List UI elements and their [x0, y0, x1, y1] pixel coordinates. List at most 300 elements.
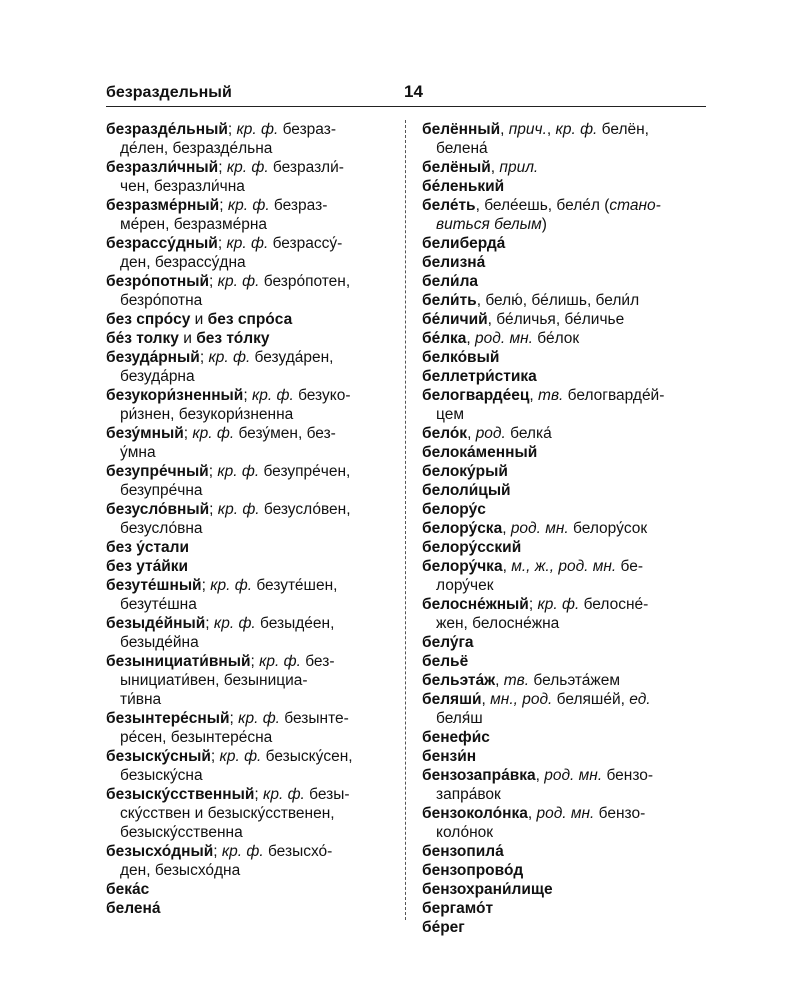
- entry-text: ,: [500, 121, 509, 138]
- entry-text: безуда́рен,: [250, 349, 334, 366]
- grammar-note: ед.: [629, 691, 651, 708]
- grammar-note: кр. ф.: [217, 501, 260, 518]
- entry-text: , белю́, бе́лишь, бели́л: [476, 292, 640, 309]
- entry-line: [422, 804, 710, 823]
- column-divider: [405, 120, 406, 920]
- entry-text: де́лен, безразде́льна: [120, 140, 273, 157]
- entry-headword: безынтере́сный: [106, 710, 230, 727]
- dictionary-entry: [422, 177, 710, 196]
- entry-headword: бе́ленький: [422, 178, 505, 195]
- dictionary-entry: [422, 253, 710, 272]
- entry-text: ;: [250, 653, 260, 670]
- entry-line: [422, 158, 710, 177]
- entry-continuation-line: [106, 633, 392, 652]
- entry-line: [106, 557, 392, 576]
- entry-headword: бензохрани́лище: [422, 881, 553, 898]
- entry-headword: безрассу́дный: [106, 235, 218, 252]
- entry-line: [422, 671, 710, 690]
- left-column: [106, 120, 392, 918]
- entry-headword: бело́к: [422, 425, 468, 442]
- dictionary-entry: [106, 538, 392, 557]
- entry-headword: безу́мный: [106, 425, 184, 442]
- dictionary-entry: [422, 443, 710, 462]
- grammar-note: кр. ф.: [238, 710, 280, 727]
- entry-headword: без спро́са: [207, 311, 293, 328]
- grammar-note: кр. ф.: [219, 748, 262, 765]
- dictionary-entry: [106, 652, 392, 709]
- entry-text: безыде́йна: [120, 634, 199, 651]
- entry-line: [106, 785, 392, 804]
- entry-text: белена́: [436, 140, 488, 157]
- entry-continuation-line: [106, 139, 392, 158]
- entry-text: ;: [209, 273, 218, 290]
- entry-text: безы-: [304, 786, 350, 803]
- entry-text: бельэта́жем: [529, 672, 621, 689]
- entry-text: ): [541, 216, 547, 233]
- entry-line: [422, 310, 710, 329]
- entry-headword: белу́га: [422, 634, 474, 651]
- page-header: [106, 82, 706, 107]
- entry-headword: безыску́сный: [106, 748, 211, 765]
- entry-line: [422, 234, 710, 253]
- entry-headword: белоли́цый: [422, 482, 511, 499]
- entry-line: [106, 310, 392, 329]
- grammar-note: прич.: [508, 121, 547, 138]
- entry-text: , бе́личья, бе́личье: [487, 311, 625, 328]
- entry-text: ден, безысхо́дна: [120, 862, 241, 879]
- dictionary-entry: [106, 120, 392, 158]
- entry-headword: бе́рег: [422, 919, 465, 936]
- entry-line: [422, 557, 710, 576]
- grammar-note: тв.: [538, 387, 564, 404]
- entry-headword: бели́ла: [422, 273, 479, 290]
- entry-line: [422, 519, 710, 538]
- entry-text: ти́вна: [120, 691, 162, 708]
- dictionary-entry: [422, 842, 710, 861]
- grammar-note: кр. ф.: [251, 387, 294, 404]
- entry-text: и: [178, 330, 197, 347]
- entry-line: [422, 443, 710, 462]
- dictionary-entry: [106, 386, 392, 424]
- entry-continuation-line: [106, 253, 392, 272]
- entry-text: и: [190, 311, 208, 328]
- grammar-note: род. мн.: [510, 520, 569, 537]
- entry-text: безусло́вна: [120, 520, 203, 537]
- entry-text: белка́: [505, 425, 552, 442]
- dictionary-entry: [422, 234, 710, 253]
- grammar-note: кр. ф.: [537, 596, 580, 613]
- entry-text: жен, белосне́жна: [436, 615, 560, 632]
- dictionary-entry: [106, 880, 392, 899]
- entry-line: [422, 424, 710, 443]
- entry-text: беляше́й,: [552, 691, 630, 708]
- grammar-note: кр. ф.: [217, 463, 260, 480]
- entry-text: бе́лок: [532, 330, 580, 347]
- entry-line: [422, 291, 710, 310]
- entry-line: [106, 272, 392, 291]
- entry-line: [422, 842, 710, 861]
- dictionary-entry: [422, 747, 710, 766]
- running-headword: безраздельный: [106, 84, 232, 101]
- entry-text: чен, безразли́чна: [120, 178, 245, 195]
- entry-line: [106, 709, 392, 728]
- grammar-note: кр. ф.: [263, 786, 305, 803]
- dictionary-entry: [106, 842, 392, 880]
- entry-line: [422, 690, 710, 709]
- dictionary-entry: [106, 709, 392, 747]
- entry-text: у́мна: [120, 444, 156, 461]
- entry-text: без-: [300, 653, 335, 670]
- dictionary-entry: [422, 329, 710, 348]
- entry-line: [422, 595, 710, 614]
- entry-text: беля́ш: [436, 710, 483, 727]
- dictionary-entry: [422, 633, 710, 652]
- grammar-note: кр. ф.: [210, 577, 253, 594]
- entry-text: ;: [183, 425, 193, 442]
- entry-text: ,: [466, 330, 476, 347]
- dictionary-entry: [422, 538, 710, 557]
- dictionary-entry: [422, 481, 710, 500]
- entry-headword: белиберда́: [422, 235, 506, 252]
- entry-text: ;: [205, 615, 214, 632]
- dictionary-entry: [422, 652, 710, 671]
- entry-line: [106, 652, 392, 671]
- dictionary-entry: [422, 424, 710, 443]
- entry-headword: безукори́зненный: [106, 387, 244, 404]
- entry-headword: белёный: [422, 159, 491, 176]
- entry-text: безупре́чен,: [259, 463, 351, 480]
- entry-continuation-line: [106, 405, 392, 424]
- grammar-note: род. мн.: [475, 330, 533, 347]
- grammar-note: род. мн.: [536, 805, 595, 822]
- entry-headword: без то́лку: [196, 330, 270, 347]
- dictionary-entry: [422, 519, 710, 538]
- entry-text: безыде́ен,: [255, 615, 335, 632]
- entry-line: [106, 329, 392, 348]
- entry-headword: безыде́йный: [106, 615, 206, 632]
- dictionary-entry: [422, 861, 710, 880]
- entry-headword: безуте́шный: [106, 577, 202, 594]
- dictionary-entry: [106, 310, 392, 329]
- entry-headword: беляши́: [422, 691, 482, 708]
- entry-line: [106, 500, 392, 519]
- entry-line: [422, 500, 710, 519]
- entry-line: [106, 348, 392, 367]
- dictionary-entry: [422, 595, 710, 633]
- entry-line: [422, 633, 710, 652]
- entry-line: [106, 234, 392, 253]
- entry-text: безупре́чна: [120, 482, 203, 499]
- entry-headword: бе́лка: [422, 330, 467, 347]
- dictionary-entry: [422, 348, 710, 367]
- entry-line: [422, 386, 710, 405]
- dictionary-entry: [422, 386, 710, 424]
- entry-headword: безразме́рный: [106, 197, 220, 214]
- entry-headword: безынициати́вный: [106, 653, 251, 670]
- entry-line: [106, 196, 392, 215]
- entry-continuation-line: [422, 709, 710, 728]
- entry-headword: бергамо́т: [422, 900, 494, 917]
- dictionary-entry: [106, 424, 392, 462]
- entry-headword: бензи́н: [422, 748, 477, 765]
- entry-continuation-line: [106, 766, 392, 785]
- entry-headword: белосне́жный: [422, 596, 529, 613]
- entry-text: ,: [546, 121, 556, 138]
- grammar-note: кр. ф.: [259, 653, 301, 670]
- entry-continuation-line: [106, 595, 392, 614]
- entry-text: белосне́-: [579, 596, 649, 613]
- entry-line: [422, 367, 710, 386]
- grammar-note: кр. ф.: [236, 121, 279, 138]
- grammar-note: род. мн.: [544, 767, 603, 784]
- entry-text: ,: [481, 691, 491, 708]
- entry-text: ре́сен, безынтере́сна: [120, 729, 273, 746]
- entry-line: [422, 462, 710, 481]
- entry-text: бензо-: [594, 805, 646, 822]
- dictionary-entry: [422, 120, 710, 158]
- entry-continuation-line: [106, 671, 392, 690]
- entry-line: [422, 918, 710, 937]
- dictionary-entry: [106, 785, 392, 842]
- entry-text: , беле́ешь, беле́л (: [475, 197, 610, 214]
- dictionary-entry: [106, 899, 392, 918]
- entry-headword: безыску́сственный: [106, 786, 255, 803]
- entry-continuation-line: [422, 405, 710, 424]
- entry-headword: белору́ска: [422, 520, 503, 537]
- grammar-note: виться белым: [436, 216, 542, 233]
- entry-text: запра́вок: [436, 786, 501, 803]
- entry-text: безусло́вен,: [259, 501, 351, 518]
- right-column: [422, 120, 710, 937]
- entry-text: ;: [213, 843, 222, 860]
- dictionary-entry: [422, 158, 710, 177]
- grammar-note: мн., род.: [490, 691, 553, 708]
- entry-continuation-line: [106, 804, 392, 823]
- entry-text: ;: [218, 159, 227, 176]
- entry-headword: бензопила́: [422, 843, 504, 860]
- entry-text: ме́рен, безразме́рна: [120, 216, 268, 233]
- entry-continuation-line: [422, 576, 710, 595]
- dictionary-entry: [422, 272, 710, 291]
- dictionary-entry: [106, 500, 392, 538]
- entry-line: [106, 158, 392, 177]
- entry-text: безысхо́-: [263, 843, 333, 860]
- grammar-note: кр. ф.: [226, 159, 269, 176]
- entry-text: безраз-: [278, 121, 337, 138]
- entry-text: ,: [502, 520, 511, 537]
- dictionary-entry: [422, 728, 710, 747]
- entry-headword: белённый: [422, 121, 501, 138]
- dictionary-entry: [106, 196, 392, 234]
- entry-text: ;: [528, 596, 538, 613]
- entry-line: [106, 747, 392, 766]
- entry-headword: безразли́чный: [106, 159, 219, 176]
- entry-headword: бензозапра́вка: [422, 767, 536, 784]
- entry-text: ;: [254, 786, 264, 803]
- entry-continuation-line: [106, 443, 392, 462]
- grammar-note: стано-: [609, 197, 661, 214]
- entry-headword: бека́с: [106, 881, 150, 898]
- grammar-note: кр. ф.: [192, 425, 235, 442]
- dictionary-entry: [106, 234, 392, 272]
- dictionary-entry: [106, 557, 392, 576]
- entry-continuation-line: [422, 215, 710, 234]
- entry-line: [106, 880, 392, 899]
- entry-text: безыску́сственна: [120, 824, 243, 841]
- entry-text: безуко-: [293, 387, 351, 404]
- dictionary-entry: [106, 272, 392, 310]
- entry-text: безу́мен, без-: [234, 425, 336, 442]
- entry-text: безуте́шен,: [252, 577, 338, 594]
- entry-line: [422, 196, 710, 215]
- entry-headword: белизна́: [422, 254, 486, 271]
- dictionary-entry: [422, 918, 710, 937]
- entry-line: [422, 177, 710, 196]
- dictionary-entry: [422, 462, 710, 481]
- entry-headword: безро́потный: [106, 273, 209, 290]
- entry-line: [422, 861, 710, 880]
- entry-headword: бельё: [422, 653, 469, 670]
- entry-continuation-line: [106, 519, 392, 538]
- dictionary-entry: [106, 576, 392, 614]
- entry-continuation-line: [106, 690, 392, 709]
- entry-line: [422, 880, 710, 899]
- entry-text: безразли́-: [268, 159, 344, 176]
- entry-headword: белена́: [106, 900, 161, 917]
- entry-text: ;: [219, 197, 228, 214]
- entry-text: ;: [210, 748, 220, 765]
- entry-line: [422, 766, 710, 785]
- page-number: 14: [404, 82, 423, 101]
- entry-continuation-line: [106, 861, 392, 880]
- entry-text: безыску́сен,: [261, 748, 353, 765]
- entry-headword: бе́личий: [422, 311, 488, 328]
- entry-continuation-line: [422, 139, 710, 158]
- entry-continuation-line: [106, 481, 392, 500]
- dictionary-entry: [422, 557, 710, 595]
- entry-text: бензо-: [602, 767, 654, 784]
- entry-text: безро́потна: [120, 292, 203, 309]
- dictionary-entry: [422, 880, 710, 899]
- entry-text: белору́сок: [568, 520, 648, 537]
- entry-text: ,: [490, 159, 500, 176]
- dictionary-entry: [422, 671, 710, 690]
- entry-line: [106, 576, 392, 595]
- entry-text: ,: [529, 387, 539, 404]
- entry-text: безынте-: [279, 710, 349, 727]
- entry-headword: без спро́су: [106, 311, 191, 328]
- entry-headword: безусло́вный: [106, 501, 210, 518]
- entry-headword: белока́менный: [422, 444, 538, 461]
- entry-text: безыску́сна: [120, 767, 203, 784]
- entry-headword: бели́ть: [422, 292, 477, 309]
- entry-line: [106, 120, 392, 139]
- entry-continuation-line: [422, 614, 710, 633]
- entry-continuation-line: [106, 291, 392, 310]
- entry-text: ;: [208, 463, 218, 480]
- entry-line: [422, 272, 710, 291]
- entry-line: [106, 462, 392, 481]
- entry-text: коло́нок: [436, 824, 494, 841]
- entry-text: ;: [227, 121, 237, 138]
- entry-headword: бельэта́ж: [422, 672, 496, 689]
- entry-line: [422, 120, 710, 139]
- entry-text: ;: [229, 710, 239, 727]
- grammar-note: кр. ф.: [227, 197, 270, 214]
- grammar-note: кр. ф.: [208, 349, 251, 366]
- entry-line: [422, 348, 710, 367]
- grammar-note: м., ж., род. мн.: [511, 558, 617, 575]
- entry-text: безуда́рна: [120, 368, 195, 385]
- entry-line: [106, 899, 392, 918]
- entry-line: [106, 614, 392, 633]
- grammar-note: кр. ф.: [555, 121, 598, 138]
- grammar-note: кр. ф.: [221, 843, 264, 860]
- entry-text: ынициати́вен, безынициа-: [120, 672, 308, 689]
- entry-headword: бе́з толку: [106, 330, 179, 347]
- entry-text: безраз-: [269, 197, 328, 214]
- entry-text: ску́сствен и безыску́сственен,: [120, 805, 335, 822]
- entry-headword: белору́сский: [422, 539, 522, 556]
- entry-text: ;: [217, 235, 227, 252]
- entry-text: ,: [495, 672, 504, 689]
- dictionary-entry: [106, 348, 392, 386]
- entry-continuation-line: [106, 728, 392, 747]
- entry-headword: безуда́рный: [106, 349, 200, 366]
- entry-headword: безразде́льный: [106, 121, 228, 138]
- entry-line: [422, 253, 710, 272]
- grammar-note: кр. ф.: [217, 273, 260, 290]
- grammar-note: род.: [475, 425, 506, 442]
- entry-line: [422, 329, 710, 348]
- entry-text: ,: [502, 558, 512, 575]
- entry-headword: беле́ть: [422, 197, 476, 214]
- entry-text: ,: [467, 425, 476, 442]
- dictionary-entry: [106, 462, 392, 500]
- entry-continuation-line: [106, 823, 392, 842]
- entry-line: [106, 424, 392, 443]
- entry-headword: белко́вый: [422, 349, 500, 366]
- dictionary-entry: [422, 766, 710, 804]
- dictionary-entry: [422, 291, 710, 310]
- entry-continuation-line: [422, 823, 710, 842]
- entry-text: безро́потен,: [259, 273, 351, 290]
- entry-headword: безупре́чный: [106, 463, 209, 480]
- entry-text: лору́чек: [436, 577, 494, 594]
- entry-headword: белору́с: [422, 501, 486, 518]
- entry-text: бе-: [616, 558, 644, 575]
- entry-line: [106, 386, 392, 405]
- grammar-note: кр. ф.: [213, 615, 256, 632]
- entry-text: ,: [527, 805, 537, 822]
- dictionary-entry: [422, 500, 710, 519]
- entry-headword: белоку́рый: [422, 463, 508, 480]
- grammar-note: тв.: [503, 672, 530, 689]
- grammar-note: прил.: [499, 159, 539, 176]
- entry-text: ,: [535, 767, 545, 784]
- entry-continuation-line: [106, 367, 392, 386]
- entry-headword: белору́чка: [422, 558, 503, 575]
- entry-text: ;: [209, 501, 218, 518]
- dictionary-entry: [106, 329, 392, 348]
- entry-text: безуте́шна: [120, 596, 197, 613]
- entry-headword: бензоколо́нка: [422, 805, 528, 822]
- dictionary-entry: [106, 747, 392, 785]
- entry-line: [422, 747, 710, 766]
- entry-text: ;: [243, 387, 252, 404]
- entry-line: [422, 728, 710, 747]
- entry-headword: без ута́йки: [106, 558, 189, 575]
